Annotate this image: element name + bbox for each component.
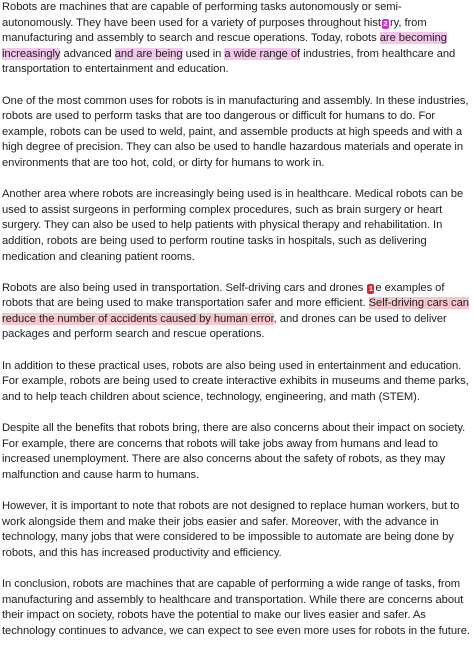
highlighted-text[interactable]: and are being [114,47,183,60]
annotation-marker[interactable]: 1 [368,283,373,293]
paragraph-healthcare: Another area where robots are increasingly being used is in healthcare. Medical robots can be used to assist surgeons in performing complex procedures, such as brain surgery or heart surgery. They can also be used to help patients with physical therapy and rehabilitation. In addition, robots are being used to perform routine tasks in hospitals, such as delivering medication and cleaning patient rooms. [2,188,464,263]
paragraph-entertainment: In addition to these practical uses, robots are also being used in entertainment and education. For example, robots are being used to create interactive exhibits in museums and theme parks, and to help teach children about science, technology, engineering, and math (STEM). [2,359,469,403]
highlighted-text[interactable]: Self-driving cars can reduce the number of accidents caused by human error [2,297,469,325]
paragraph-manufacturing: One of the most common uses for robots is in manufacturing and assembly. In these industries, robots are used to perform tasks that are too dangerous or difficult for humans to do. For example, robots can be used to weld, paint, and assemble products at high speeds and with a high degree of precision. They can also be used to handle hazardous materials and operate in environments that are too hot, cold, or dirty for humans to work in. [2,94,469,169]
paragraph-transportation [2,281,472,343]
text-run: ry, from manufacturing and assembly to search and rescue operations. Today, robots [2,16,427,45]
text-run: industries, from healthcare and transportation to entertainment and education. [2,47,456,76]
text-run: Robots are also being used in transportation. Self-driving cars and drones [2,281,367,294]
text-run: , and drones can be used to deliver packages and perform search and rescue operations. [2,312,447,341]
text-run: used in [182,47,225,60]
annotation-marker[interactable]: 2 [383,18,388,28]
text-run: Robots are machines that are capable of performing tasks autonomously or semi-autonomously. They have been used for a variety of purposes throughout hist [2,1,402,29]
highlighted-text[interactable]: are becoming increasingly [2,32,447,60]
document-body [2,0,472,655]
text-run: advanced [60,47,115,60]
paragraph-conclusion: In conclusion, robots are machines that are capable of performing a wide range of tasks, from manufacturing and assembly to healthcare and transportation. While there are concerns about their impact on society, robots have the potential to make our lives easier and safer. As technology continues to advance, we can expect to see even more uses for robots in the future. [2,577,470,637]
text-run: e examples of robots that are being used to make transportation safer and more efficient. [2,281,445,310]
paragraph-concerns: Despite all the benefits that robots bring, there are also concerns about their impact on society. For example, there are concerns that robots will take jobs away from humans and lead to increased unemployment. There are also concerns about the safety of robots, as they may malfunction and cause harm to humans. [2,422,466,481]
highlighted-text[interactable]: a wide range of [224,47,301,60]
paragraph-however: However, it is important to note that robots are not designed to replace human workers, but to work alongside them and make their jobs easier and safer. Moreover, with the advance in technology, many jobs that were considered to be impossible to automate are being done by robots, and this has increased productivity and efficiency. [2,500,460,559]
paragraph-intro [2,0,472,78]
